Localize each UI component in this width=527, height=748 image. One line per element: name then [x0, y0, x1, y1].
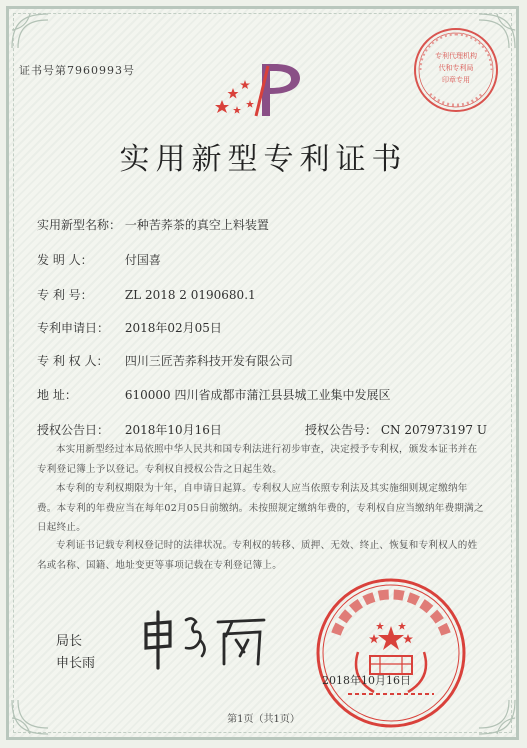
field-announcement-date [37, 421, 222, 438]
page-number: 第1页（共1页） [227, 714, 300, 725]
field-application-date [37, 319, 222, 336]
field-value: 2018年10月16日 [124, 423, 222, 437]
field-value: 2018年02月05日 [124, 321, 222, 335]
field-label: 发 明 人： [37, 253, 93, 267]
agency-seal-line2: 代和专利局 [438, 64, 474, 72]
field-inventor [37, 251, 161, 268]
field-label: 专利申请日： [37, 321, 110, 335]
agency-seal-line3: 印章专用 [442, 76, 470, 84]
field-value: 一种苦荞茶的真空上料装置 [124, 218, 269, 232]
field-label: 授权公告日： [37, 423, 110, 437]
signatory-role: 局长 [56, 634, 83, 649]
field-value: 四川三匠苦荞科技开发有限公司 [124, 354, 293, 368]
certificate-number: 证书号第7960993号 [19, 64, 135, 77]
agency-seal-line1: 专利代理机构 [435, 52, 477, 60]
signatory-name: 申长雨 [56, 656, 96, 671]
paragraph-legal-status: 专利证书记载专利权登记时的法律状况。专利权的转移、质押、无效、终止、恢复和专利权人的姓名或名称、国籍、地址变更等事项记载在专利登记簿上。 [37, 540, 478, 571]
field-label: 授权公告号： [305, 423, 378, 437]
certificate-title: 实用新型专利证书 [119, 142, 408, 177]
field-label: 专 利 权 人： [37, 354, 109, 368]
patent-office-logo-icon [208, 60, 316, 120]
field-announcement-number [305, 421, 487, 438]
field-value: 付国喜 [124, 253, 161, 267]
field-value: ZL 2018 2 0190680.1 [124, 288, 256, 302]
field-value: 610000 四川省成都市蒲江县县城工业集中发展区 [124, 388, 391, 402]
handwritten-signature-icon [140, 606, 270, 672]
field-label: 地 址： [37, 388, 77, 402]
field-patentee [37, 352, 293, 369]
field-utility-name [37, 216, 269, 233]
field-address [37, 386, 390, 403]
field-label: 专 利 号： [37, 288, 93, 302]
field-label: 实用新型名称： [37, 218, 122, 232]
seal-date: 2018年10月16日 [322, 674, 411, 687]
patent-office-seal-icon [314, 576, 468, 730]
paragraph-term-fees: 本专利的专利权期限为十年，自申请日起算。专利权人应当依照专利法及其实施细则规定缴纳年费。本专利的年费应当在每年02月05日前缴纳。未按照规定缴纳年费的，专利权自应当缴纳年费期满之日起终止。 [37, 483, 484, 533]
paragraph-grant-notice: 本实用新型经过本局依照中华人民共和国专利法进行初步审查，决定授予专利权，颁发本证书并在专利登记簿上予以登记。专利权自授权公告之日起生效。 [37, 444, 478, 475]
field-value: CN 207973197 U [380, 423, 487, 437]
field-patent-number [37, 286, 256, 303]
